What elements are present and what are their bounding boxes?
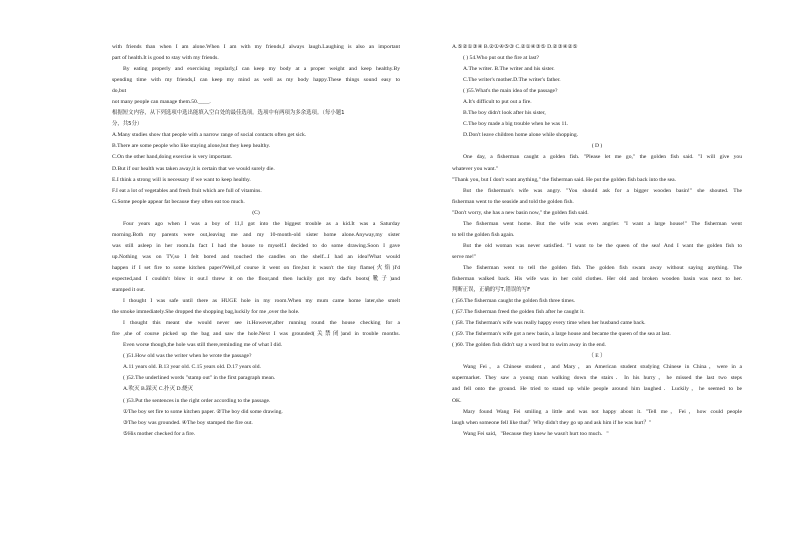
right-text-line: "Don't worry, she has a new basin now," the golden fish said.	[452, 209, 589, 216]
left-text-line: B.There are some people who like staying alone,but they keep healthy.	[112, 143, 271, 150]
right-column	[452, 42, 742, 440]
left-text-line: E.I think a strong will is necessary if we want to keep healthy.	[112, 176, 251, 183]
left-text-line: not many people can manage them.50.____.	[112, 99, 211, 106]
left-text-line: stamped it out.	[112, 287, 146, 294]
right-text-line: fisherman walked back. His wife was in her cold clothes. Her old and broken wooden basin was next to her.	[452, 275, 742, 282]
left-text-line: spending time with my friends,I can keep my mind as well as my body happy.These things sound easy to	[112, 77, 400, 84]
right-text-line: （ E ）	[588, 353, 606, 360]
right-text-line: fisherman went to the seaside and told the golden fish.	[452, 198, 574, 205]
right-text-line: ( )56.The fisherman caught the golden fish three times.	[452, 298, 576, 305]
left-text-line: morning.Both my parents were out,leaving me and my 10-month-old sister home alone.Anyway,my sister	[112, 231, 400, 238]
right-text-line: Wang Fei said，"Because they knew he wasn't hurt too much．"	[463, 430, 609, 437]
right-text-line: supermarket. They saw a young man walking down the stairs．In his hurry，he missed the last two steps	[452, 375, 742, 382]
right-text-line: 判断正误，正确的写T,错误的写F	[452, 287, 531, 294]
left-text-line: C.On the other hand,doing exercise is very important.	[112, 154, 233, 161]
left-text-line: ①The boy set fire to some kitchen paper. ②The boy did some drawing.	[123, 408, 283, 415]
right-text-line: and fell onto the ground. He tried to stand up while people around him laughed．Luckily，he seemed to be	[452, 386, 742, 393]
left-text-line: I thought I was safe until there as HUGE hole in my room.When my mum came home later,she smelt	[123, 298, 400, 305]
right-text-line: Wang Fei，a Chinese student，and Mary，an American student studying Chinese in China，were in a	[463, 364, 742, 371]
right-text-line: But the fisherman's wife was angry. "You should ask for a bigger wooden basin!" she shouted. The	[463, 187, 742, 194]
left-text-line: ( )52.The underlined words "stamp out" in the first paragraph mean.	[123, 375, 276, 382]
left-text-line: with friends than when I am alone.When I am with my friends,I always laugh.Laughing is also an important	[112, 44, 400, 50]
right-text-line: to tell the golden fish again.	[452, 231, 515, 238]
right-text-line: Mary found Wang Fei smiling a little and was not happy about it. "Tell me，Fei，how could people	[463, 408, 742, 415]
left-text-line: the smoke immediately.She dropped the shopping bag,luckily for me ,over the hole.	[112, 309, 300, 316]
right-text-line: laugh when someone fell like that？Why didn't they go up and ask him if he was hurt？"	[452, 419, 652, 426]
left-text-line: D.But if our health was taken away,it is certain that we would surely die.	[112, 165, 275, 172]
left-text-line: expected,and I couldn't blow it out.I threw it on the floor,and then luckily got my dad's boots(靴子)and	[112, 275, 400, 282]
right-text-line: A.It's difficult to put out a fire.	[463, 99, 532, 106]
left-text-line: was still asleep in her room.In fact I had the house to myself.I decided to do some drawing.Soon I gave	[112, 242, 400, 249]
right-text-line: ( D )	[591, 143, 603, 150]
left-text-line: part of health.It is good to stay with my friends.	[112, 55, 219, 62]
left-text-line: I thought this meant she would never see it.However,after running round the house checking for a	[123, 320, 400, 327]
right-text-line: D.Don't leave children home alone while shopping.	[463, 132, 579, 139]
left-text-line: Even worse though,the hole was still there,reminding me of what I did.	[123, 342, 283, 349]
left-text-line: ( )53.Put the sentences in the right order according to the passage.	[123, 397, 271, 404]
left-text-line: A.Many studies show that people with a narrow range of social contacts often get sick.	[112, 132, 307, 139]
right-text-line: ( ) 54.Who put out the fire at last?	[463, 55, 539, 62]
left-text-line: ⑤His mother checked for a fire.	[123, 430, 196, 437]
left-text-line: ③The boy was grounded. ④The boy stamped the fire out.	[123, 419, 253, 426]
left-text-line: happen if I set fire to some kitchen paper?Well,of course it went on fire,but it wasn't the tiny flame(火焰)I'd	[112, 264, 400, 271]
left-text-line: 分，共5分）	[112, 121, 143, 128]
right-text-line: ( )59. The fisherman's wife got a new basin, a large house and became the queen of the sea at last.	[452, 331, 671, 338]
left-text-line: A.11 years old. B.13 year old. C.15 years old. D.17 years old.	[123, 364, 261, 371]
right-text-line: But the old woman was never satisfied. "I want to be the queen of the sea! And I want the golden fish to	[463, 242, 742, 249]
right-text-line: ( )57.The fisherman freed the golden fish after he caught it.	[452, 309, 585, 316]
left-text-line: G.Some people appear fat because they often eat too much.	[112, 198, 245, 205]
left-text-line: do,but	[112, 88, 127, 95]
right-text-line: C.The writer's mother.D.The writer's father.	[463, 77, 561, 84]
right-text-line: The fisherman went to tell the golden fish. The golden fish swam away without saying anything. The	[463, 264, 742, 271]
right-text-line: B.The boy didn't look after his sister,	[463, 110, 546, 117]
right-text-line: ( )60. The golden fish didn't say a word but to swim away in the end.	[452, 342, 606, 349]
right-text-line: serve me!"	[452, 253, 477, 260]
left-text-line: ( )51.How old was the writer when he wrote the passage?	[123, 353, 252, 360]
left-column	[112, 42, 400, 440]
right-text-line: One day, a fisherman caught a golden fish. "Please let me go," the golden fish said. "I will give you	[463, 154, 742, 161]
right-text-line: ( )58. The fisherman's wife was really happy every time when her husband came back.	[452, 320, 646, 327]
right-text-line: C.The boy made a big trouble when he was 11.	[463, 121, 569, 128]
left-text-line: Four years ago when I was a boy of 11,I got into the biggest trouble as a kid.It was a Saturday	[123, 220, 400, 227]
left-text-line: F.I eat a lot of vegetables and fresh fruit which are full of vitamins.	[112, 187, 262, 194]
left-text-line: 根据短文内容，从下列选项中选出能填入空白处的最佳选项。选项中有两项为多余选项。（每小题1	[112, 110, 345, 117]
left-text-line: By eating properly and exercising regularly,I can keep my body at a proper weight and keep healthy.By	[123, 66, 400, 73]
right-text-line: A.The writer. B.The writer and his sister.	[463, 66, 555, 73]
left-text-line: (C)	[252, 209, 260, 216]
right-text-line: A.⑤②①③④ B.②①④⑤③ C.②①④③⑤ D.②③④②⑤	[452, 44, 578, 50]
right-text-line: whatever you want."	[452, 165, 499, 172]
right-text-line: The fisherman went home. But the wife was even angrier. "I want a large house!" The fisherman went	[463, 220, 742, 227]
left-text-line: up.Nothing was on TV,so I felt bored and touched the candles on the shelf...I had an idea!What would	[112, 253, 400, 260]
right-text-line: ( )55.What's the main idea of the passage?	[463, 88, 558, 95]
right-text-line: "Thank you, but I don't want anything," the fisherman said. He put the golden fish back into the sea.	[452, 176, 676, 183]
right-text-line: OK.	[452, 397, 462, 404]
left-text-line: fire ,she of course picked up the bag and saw the hole.Next I was grounded(关禁闭)and in trouble months.	[112, 331, 400, 338]
left-text-line: A.吹灭 B.踩灭 C.扑灭 D.烧灭	[123, 386, 194, 393]
